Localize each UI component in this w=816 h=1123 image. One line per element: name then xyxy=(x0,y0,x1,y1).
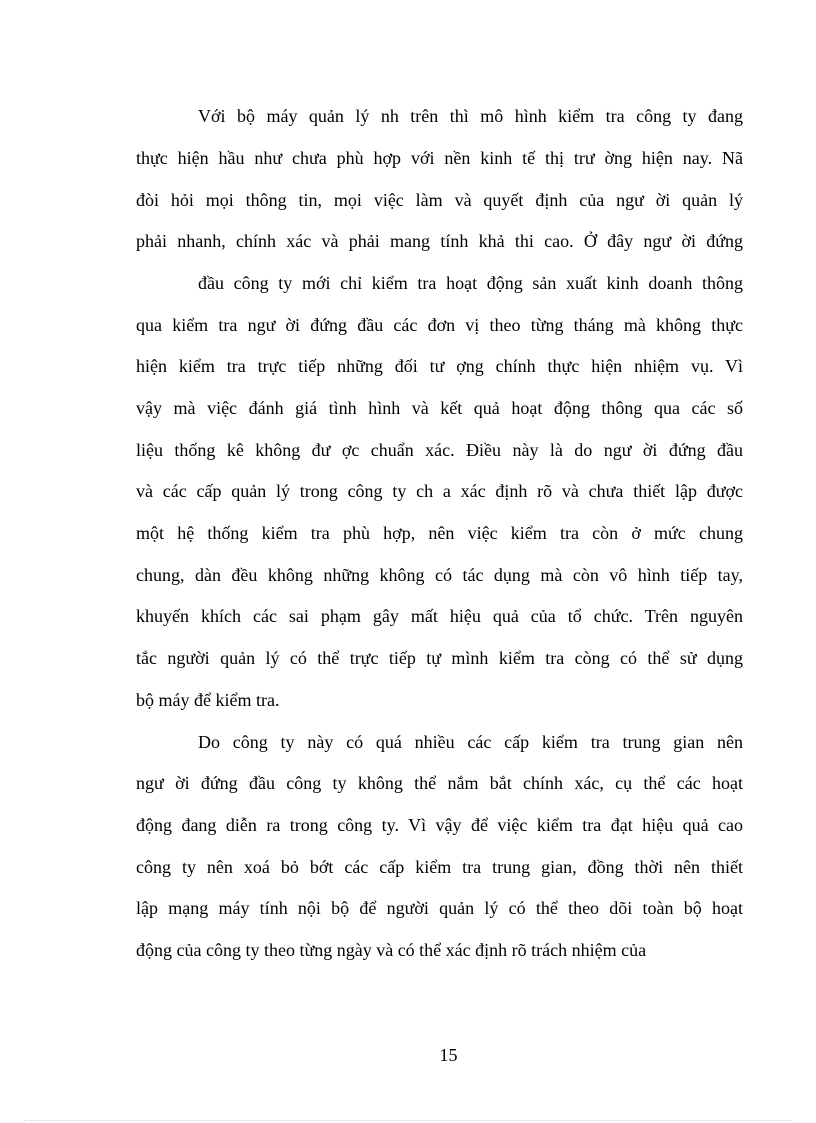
text-line: Với bộ máy quản lý nh trên thì mô hình kiểm tra công ty đang xyxy=(198,106,743,126)
text-line: và các cấp quản lý trong công ty ch a xác định rõ và chưa thiết lập được xyxy=(136,481,743,501)
text-line: lập mạng máy tính nội bộ để người quản lý có thể theo dõi toàn bộ hoạt xyxy=(136,898,743,918)
page-divider xyxy=(24,1120,792,1121)
text-line: ngư ời đứng đầu công ty không thể nắm bắt chính xác, cụ thể các hoạt xyxy=(136,773,743,793)
page-number: 15 xyxy=(439,1045,458,1065)
text-line: thực hiện hầu như chưa phù hợp với nền kinh tế thị trư ờng hiện nay. Nã xyxy=(136,148,743,168)
text-line: hiện kiểm tra trực tiếp những đối tư ợng chính thực hiện nhiệm vụ. Vì xyxy=(136,356,743,376)
text-line: liệu thống kê không đư ợc chuẩn xác. Điều này là do ngư ời đứng đầu xyxy=(136,440,743,460)
text-line: Do công ty này có quá nhiều các cấp kiểm tra trung gian nên xyxy=(198,732,743,752)
text-line: bộ máy để kiểm tra. xyxy=(136,690,280,710)
text-line: công ty nên xoá bỏ bớt các cấp kiểm tra trung gian, đồng thời nên thiết xyxy=(136,857,743,877)
text-line: qua kiểm tra ngư ời đứng đầu các đơn vị theo từng tháng mà không thực xyxy=(136,315,743,335)
text-line: động đang diễn ra trong công ty. Vì vậy để việc kiểm tra đạt hiệu quả cao xyxy=(136,815,743,835)
text-line: đầu công ty mới chỉ kiểm tra hoạt động sản xuất kinh doanh thông xyxy=(198,273,743,293)
text-line: chung, dàn đều không những không có tác dụng mà còn vô hình tiếp tay, xyxy=(136,565,743,585)
text-line: tắc người quản lý có thể trực tiếp tự mình kiểm tra còng có thể sử dụng xyxy=(136,648,743,668)
text-line: động của công ty theo từng ngày và có thể xác định rõ trách nhiệm của xyxy=(136,940,647,960)
text-line: vậy mà việc đánh giá tình hình và kết quả hoạt động thông qua các số xyxy=(136,398,743,418)
text-line: đòi hỏi mọi thông tin, mọi việc làm và quyết định của ngư ời quản lý xyxy=(136,190,743,210)
text-line: khuyến khích các sai phạm gây mất hiệu quả của tổ chức. Trên nguyên xyxy=(136,606,743,626)
text-line: phải nhanh, chính xác và phải mang tính khả thi cao. Ở đây ngư ời đứng xyxy=(136,231,743,251)
text-line: một hệ thống kiểm tra phù hợp, nên việc kiểm tra còn ở mức chung xyxy=(136,523,743,543)
